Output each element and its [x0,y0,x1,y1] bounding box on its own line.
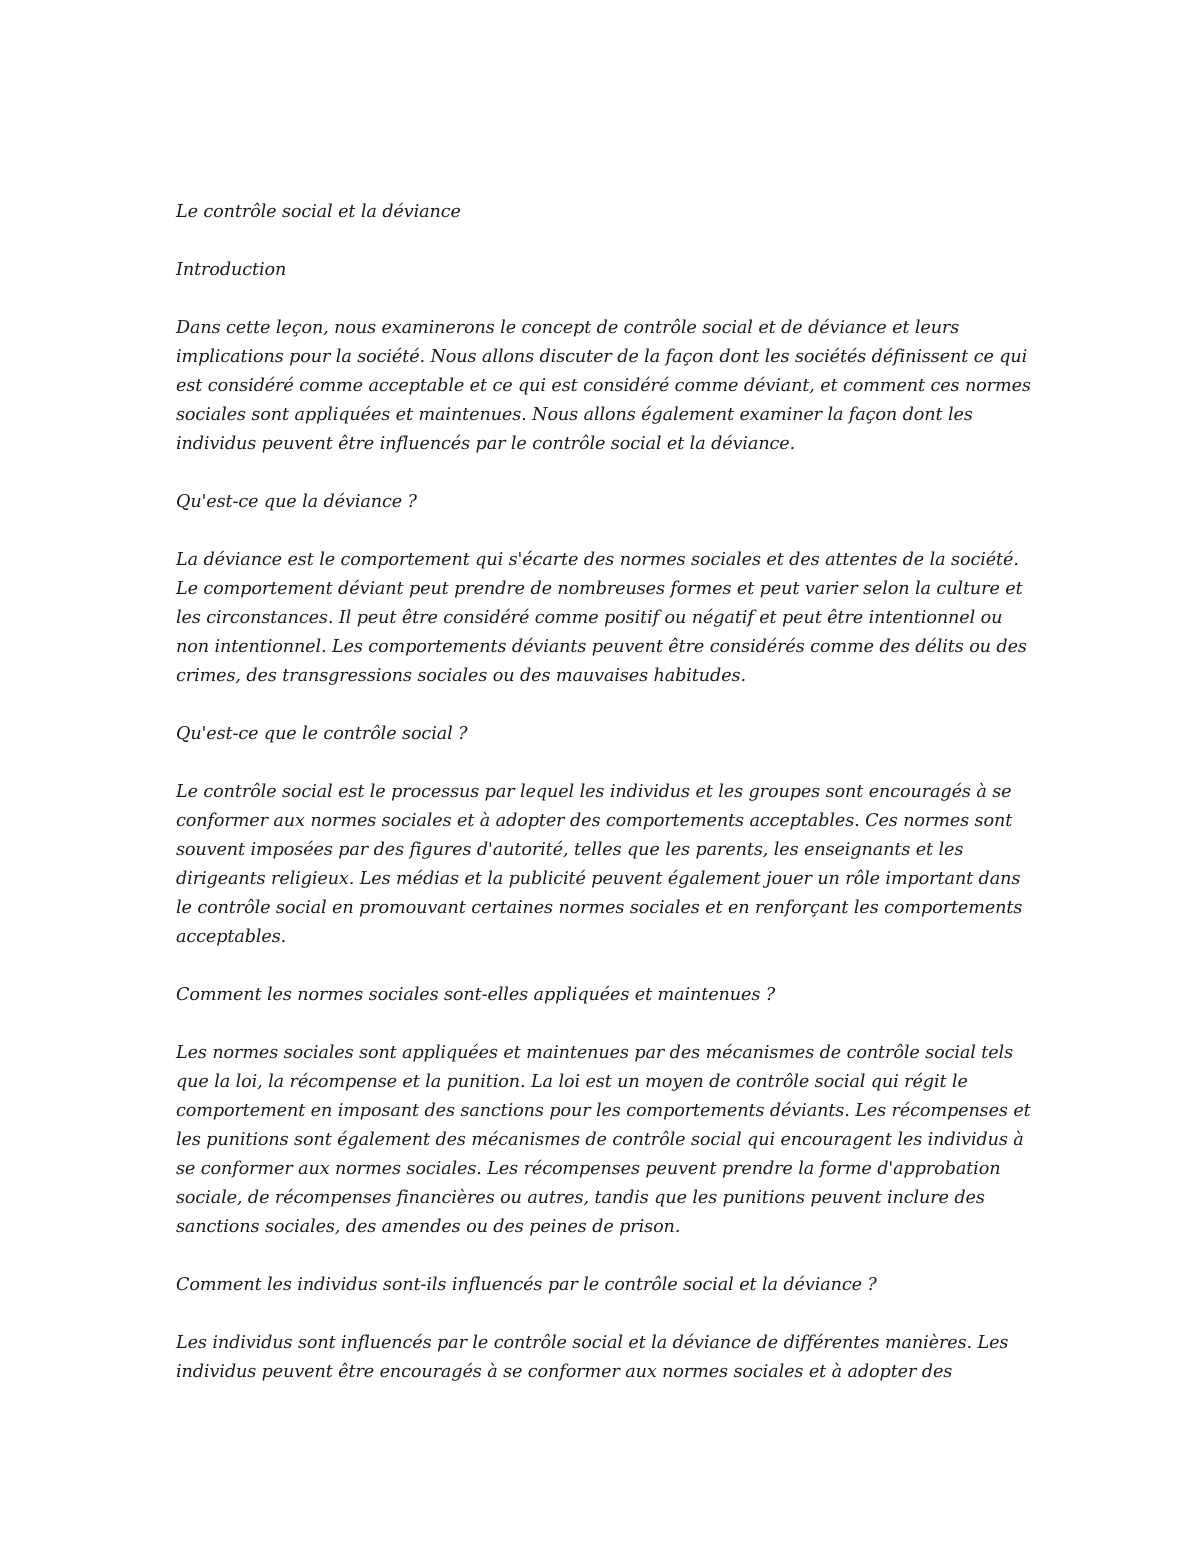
section-heading-individual-influence: Comment les individus sont-ils influencés par le contrôle social et la déviance ? [176,1275,877,1295]
section-paragraph-norms-enforcement: Les normes sociales sont appliquées et maintenues par des mécanismes de contrôle social tels que la loi, la récompense et la punition. La loi est un moyen de contrôle social qui régit le comportement en imposant des sanctions pour les comportements déviants. Les récompenses et les punitions sont également des mécanismes de contrôle social qui encouragent les individus à se conformer aux normes sociales. Les récompenses peuvent prendre la forme d'approbation sociale, de récompenses financières ou autres, tandis que les punitions peuvent inclure des sanctions sociales, des amendes ou des peines de prison. [176,1043,1031,1237]
section-heading-social-control: Qu'est-ce que le contrôle social ? [176,724,468,744]
section-heading-introduction: Introduction [176,260,287,280]
section-heading-deviance: Qu'est-ce que la déviance ? [176,492,417,512]
document-body [176,198,1036,1416]
section-paragraph-deviance: La déviance est le comportement qui s'écarte des normes sociales et des attentes de la société. Le comportement déviant peut prendre de nombreuses formes et peut varier selon la culture et les circonstances. Il peut être considéré comme positif ou négatif et peut être intentionnel ou non intentionnel. Les comportements déviants peuvent être considérés comme des délits ou des crimes, des transgressions sociales ou des mauvaises habitudes. [176,550,1027,686]
document-title: Le contrôle social et la déviance [176,202,461,222]
section-paragraph-individual-influence: Les individus sont influencés par le contrôle social et la déviance de différentes manières. Les individus peuvent être encouragés à se conformer aux normes sociales et à adopter des [176,1333,1009,1382]
section-paragraph-introduction: Dans cette leçon, nous examinerons le concept de contrôle social et de déviance et leurs implications pour la société. Nous allons discuter de la façon dont les sociétés définissent ce qui est considéré comme acceptable et ce qui est considéré comme déviant, et comment ces normes sociales sont appliquées et maintenues. Nous allons également examiner la façon dont les individus peuvent être influencés par le contrôle social et la déviance. [176,318,1031,454]
section-paragraph-social-control: Le contrôle social est le processus par lequel les individus et les groupes sont encouragés à se conformer aux normes sociales et à adopter des comportements acceptables. Ces normes sont souvent imposées par des figures d'autorité, telles que les parents, les enseignants et les dirigeants religieux. Les médias et la publicité peuvent également jouer un rôle important dans le contrôle social en promouvant certaines normes sociales et en renforçant les comportements acceptables. [176,782,1023,947]
section-heading-norms-enforcement: Comment les normes sociales sont-elles appliquées et maintenues ? [176,985,776,1005]
